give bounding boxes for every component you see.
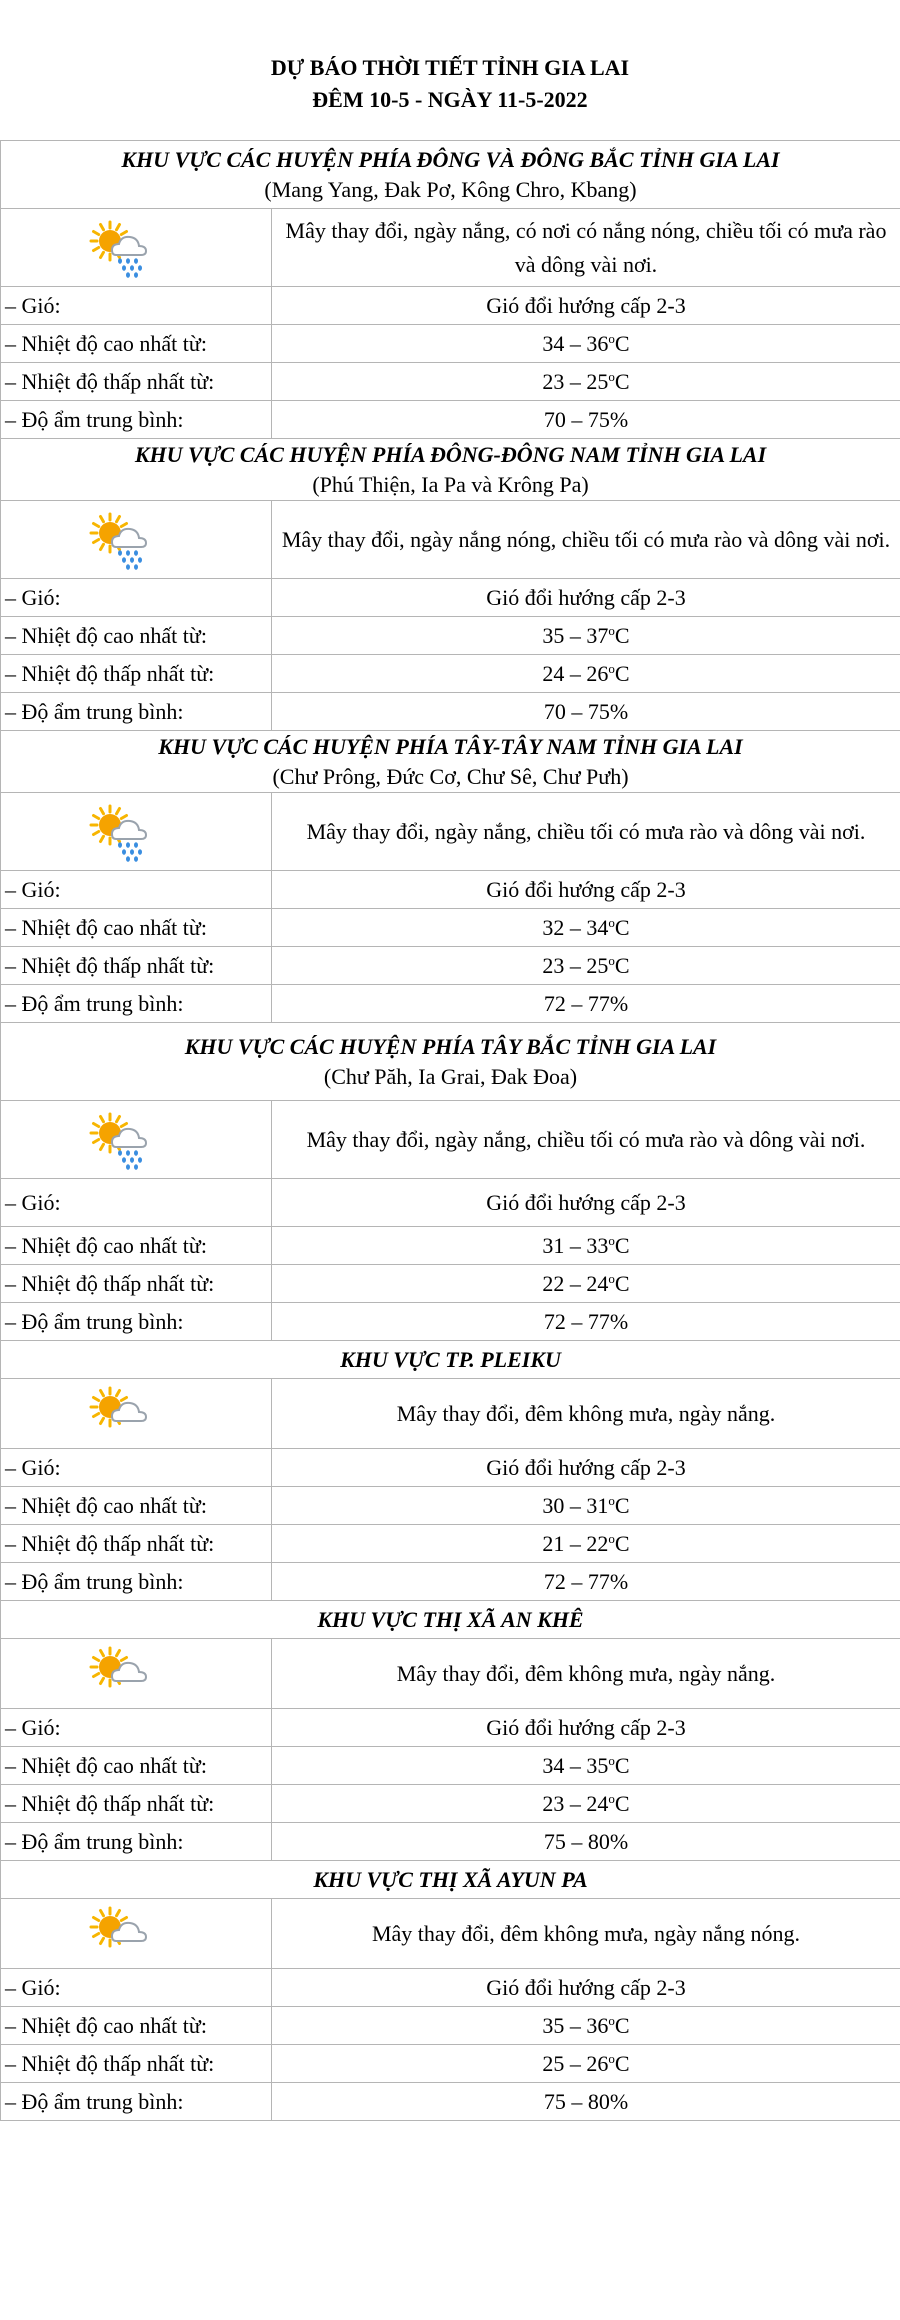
humidity-value: 72 – 77% <box>272 1303 900 1341</box>
temp-high-value <box>272 909 900 947</box>
celsius-unit: C <box>614 2012 630 2038</box>
celsius-unit: C <box>614 1790 630 1816</box>
weather-icon-cell <box>1 1101 272 1179</box>
degree-sign: o <box>608 1790 615 1806</box>
humidity-label: – Độ ẩm trung bình: <box>1 985 272 1023</box>
rain-icon <box>118 258 142 278</box>
temp-low-row <box>1 1525 900 1563</box>
wind-value: Gió đổi hướng cấp 2-3 <box>272 579 900 617</box>
weather-icon-cell <box>1 793 272 871</box>
temp-high-range: 35 – 36 <box>542 2012 609 2038</box>
wind-row <box>1 1709 900 1747</box>
region-header <box>1 1341 900 1379</box>
temp-high-range: 34 – 36 <box>542 330 609 356</box>
region-summary-row <box>1 1899 900 1969</box>
weather-icon-cell <box>1 1639 272 1709</box>
celsius-unit: C <box>614 660 630 686</box>
temp-high-label: – Nhiệt độ cao nhất từ: <box>1 1487 272 1525</box>
region-header-row <box>1 141 900 209</box>
temp-low-value <box>272 363 900 401</box>
temp-high-label: – Nhiệt độ cao nhất từ: <box>1 325 272 363</box>
sun-cloud-rain-icon <box>86 217 150 279</box>
region-districts: (Mang Yang, Đak Pơ, Kông Chro, Kbang) <box>264 176 637 202</box>
wind-value: Gió đổi hướng cấp 2-3 <box>272 1709 900 1747</box>
temp-low-value <box>272 1265 900 1303</box>
humidity-row <box>1 401 900 439</box>
degree-sign: o <box>608 914 615 930</box>
temp-low-range: 23 – 24 <box>542 1790 609 1816</box>
temp-high-row <box>1 2007 900 2045</box>
celsius-unit: C <box>614 1270 630 1296</box>
degree-sign: o <box>608 2012 615 2028</box>
temp-low-range: 24 – 26 <box>542 660 609 686</box>
region-name: KHU VỰC CÁC HUYỆN PHÍA TÂY-TÂY NAM TỈNH GIA LAI <box>158 733 743 759</box>
sun-cloud-icon <box>86 1383 150 1445</box>
wind-label: – Gió: <box>1 1179 272 1227</box>
celsius-unit: C <box>614 330 630 356</box>
rain-icon <box>118 1150 142 1170</box>
temp-high-label: – Nhiệt độ cao nhất từ: <box>1 617 272 655</box>
temp-low-value <box>272 655 900 693</box>
temp-low-value <box>272 947 900 985</box>
temp-high-label: – Nhiệt độ cao nhất từ: <box>1 2007 272 2045</box>
region-header <box>1 731 900 793</box>
degree-sign: o <box>608 1270 615 1286</box>
weather-description: Mây thay đổi, ngày nắng, có nơi có nắng nóng, chiều tối có mưa rào và dông vài nơi. <box>272 209 900 287</box>
wind-label: – Gió: <box>1 579 272 617</box>
region-header <box>1 1861 900 1899</box>
wind-label: – Gió: <box>1 871 272 909</box>
celsius-unit: C <box>614 1492 630 1518</box>
celsius-unit: C <box>614 622 630 648</box>
temp-high-value <box>272 1227 900 1265</box>
sun-cloud-rain-icon <box>86 509 150 571</box>
humidity-row <box>1 1563 900 1601</box>
region-districts: (Chư Prông, Đức Cơ, Chư Sê, Chư Pưh) <box>272 763 629 789</box>
wind-row <box>1 1449 900 1487</box>
temp-high-value <box>272 325 900 363</box>
wind-row <box>1 579 900 617</box>
wind-label: – Gió: <box>1 287 272 325</box>
humidity-row <box>1 1303 900 1341</box>
temp-high-range: 30 – 31 <box>542 1492 609 1518</box>
temp-low-label: – Nhiệt độ thấp nhất từ: <box>1 947 272 985</box>
temp-low-row <box>1 2045 900 2083</box>
region-name: KHU VỰC THỊ XÃ AN KHÊ <box>317 1606 584 1632</box>
region-districts: (Phú Thiện, Ia Pa và Krông Pa) <box>312 471 589 497</box>
temp-high-range: 32 – 34 <box>542 914 609 940</box>
region-header-row <box>1 731 900 793</box>
region-header-row <box>1 1023 900 1101</box>
temp-high-row <box>1 909 900 947</box>
degree-sign: o <box>608 368 615 384</box>
degree-sign: o <box>608 1752 615 1768</box>
humidity-label: – Độ ẩm trung bình: <box>1 1823 272 1861</box>
wind-value: Gió đổi hướng cấp 2-3 <box>272 1449 900 1487</box>
degree-sign: o <box>608 2050 615 2066</box>
temp-high-row <box>1 325 900 363</box>
temp-low-range: 22 – 24 <box>542 1270 609 1296</box>
humidity-value: 72 – 77% <box>272 1563 900 1601</box>
weather-description: Mây thay đổi, ngày nắng nóng, chiều tối có mưa rào và dông vài nơi. <box>272 501 900 579</box>
temp-high-row <box>1 617 900 655</box>
weather-description: Mây thay đổi, đêm không mưa, ngày nắng nóng. <box>272 1899 900 1969</box>
degree-sign: o <box>608 622 615 638</box>
wind-row <box>1 1969 900 2007</box>
region-header <box>1 1023 900 1101</box>
sun-cloud-icon <box>86 1903 150 1965</box>
degree-sign: o <box>608 952 615 968</box>
weather-icon-cell <box>1 209 272 287</box>
celsius-unit: C <box>614 2050 630 2076</box>
wind-row <box>1 1179 900 1227</box>
humidity-label: – Độ ẩm trung bình: <box>1 401 272 439</box>
weather-description: Mây thay đổi, ngày nắng, chiều tối có mưa rào và dông vài nơi. <box>272 1101 900 1179</box>
temp-low-label: – Nhiệt độ thấp nhất từ: <box>1 1785 272 1823</box>
wind-label: – Gió: <box>1 1709 272 1747</box>
region-districts: (Chư Păh, Ia Grai, Đak Đoa) <box>323 1063 578 1089</box>
wind-row <box>1 287 900 325</box>
humidity-label: – Độ ẩm trung bình: <box>1 1303 272 1341</box>
temp-high-row <box>1 1227 900 1265</box>
forecast-table <box>0 140 900 2121</box>
temp-high-label: – Nhiệt độ cao nhất từ: <box>1 1747 272 1785</box>
temp-low-label: – Nhiệt độ thấp nhất từ: <box>1 2045 272 2083</box>
region-name: KHU VỰC CÁC HUYỆN PHÍA ĐÔNG-ĐÔNG NAM TỈNH GIA LAI <box>134 441 767 467</box>
temp-low-row <box>1 655 900 693</box>
celsius-unit: C <box>614 1232 630 1258</box>
celsius-unit: C <box>614 1752 630 1778</box>
wind-value: Gió đổi hướng cấp 2-3 <box>272 287 900 325</box>
region-name: KHU VỰC THỊ XÃ AYUN PA <box>313 1866 588 1892</box>
degree-sign: o <box>608 330 615 346</box>
region-header-row <box>1 1861 900 1899</box>
celsius-unit: C <box>614 952 630 978</box>
weather-description: Mây thay đổi, đêm không mưa, ngày nắng. <box>272 1639 900 1709</box>
sun-cloud-rain-icon <box>86 1109 150 1171</box>
humidity-value: 75 – 80% <box>272 2083 900 2121</box>
weather-icon-cell <box>1 1379 272 1449</box>
sun-cloud-rain-icon <box>86 801 150 863</box>
humidity-label: – Độ ẩm trung bình: <box>1 693 272 731</box>
region-summary-row <box>1 793 900 871</box>
region-name: KHU VỰC CÁC HUYỆN PHÍA TÂY BẮC TỈNH GIA LAI <box>184 1033 717 1059</box>
document-title <box>0 52 900 116</box>
region-summary-row <box>1 1639 900 1709</box>
temp-high-row <box>1 1747 900 1785</box>
wind-row <box>1 871 900 909</box>
weather-description: Mây thay đổi, đêm không mưa, ngày nắng. <box>272 1379 900 1449</box>
temp-high-label: – Nhiệt độ cao nhất từ: <box>1 909 272 947</box>
weather-icon-cell <box>1 1899 272 1969</box>
celsius-unit: C <box>614 368 630 394</box>
wind-value: Gió đổi hướng cấp 2-3 <box>272 1179 900 1227</box>
wind-label: – Gió: <box>1 1449 272 1487</box>
humidity-value: 75 – 80% <box>272 1823 900 1861</box>
region-header <box>1 1601 900 1639</box>
region-header <box>1 439 900 501</box>
region-summary-row <box>1 1379 900 1449</box>
celsius-unit: C <box>614 1530 630 1556</box>
temp-high-value <box>272 2007 900 2045</box>
region-summary-row <box>1 209 900 287</box>
temp-low-row <box>1 1265 900 1303</box>
weather-description: Mây thay đổi, ngày nắng, chiều tối có mưa rào và dông vài nơi. <box>272 793 900 871</box>
rain-icon <box>118 842 142 862</box>
weather-icon-cell <box>1 501 272 579</box>
region-summary-row <box>1 501 900 579</box>
humidity-label: – Độ ẩm trung bình: <box>1 2083 272 2121</box>
temp-low-range: 21 – 22 <box>542 1530 609 1556</box>
region-name: KHU VỰC TP. PLEIKU <box>340 1346 561 1372</box>
humidity-row <box>1 693 900 731</box>
temp-low-label: – Nhiệt độ thấp nhất từ: <box>1 363 272 401</box>
temp-low-label: – Nhiệt độ thấp nhất từ: <box>1 1525 272 1563</box>
temp-high-value <box>272 1487 900 1525</box>
temp-high-range: 35 – 37 <box>542 622 609 648</box>
humidity-label: – Độ ẩm trung bình: <box>1 1563 272 1601</box>
temp-high-label: – Nhiệt độ cao nhất từ: <box>1 1227 272 1265</box>
temp-high-value <box>272 1747 900 1785</box>
temp-low-value <box>272 1785 900 1823</box>
celsius-unit: C <box>614 914 630 940</box>
rain-icon <box>118 550 142 570</box>
title-line-1: DỰ BÁO THỜI TIẾT TỈNH GIA LAI <box>270 55 630 80</box>
temp-low-row <box>1 363 900 401</box>
temp-high-range: 31 – 33 <box>542 1232 609 1258</box>
region-header <box>1 141 900 209</box>
humidity-value: 70 – 75% <box>272 693 900 731</box>
wind-value: Gió đổi hướng cấp 2-3 <box>272 1969 900 2007</box>
temp-low-value <box>272 1525 900 1563</box>
humidity-row <box>1 1823 900 1861</box>
temp-low-label: – Nhiệt độ thấp nhất từ: <box>1 1265 272 1303</box>
region-header-row <box>1 1601 900 1639</box>
region-summary-row <box>1 1101 900 1179</box>
temp-low-label: – Nhiệt độ thấp nhất từ: <box>1 655 272 693</box>
temp-high-row <box>1 1487 900 1525</box>
temp-low-row <box>1 1785 900 1823</box>
region-header-row <box>1 439 900 501</box>
temp-low-range: 25 – 26 <box>542 2050 609 2076</box>
temp-low-value <box>272 2045 900 2083</box>
temp-low-row <box>1 947 900 985</box>
sun-cloud-icon <box>86 1643 150 1705</box>
degree-sign: o <box>608 1530 615 1546</box>
humidity-row <box>1 2083 900 2121</box>
region-header-row <box>1 1341 900 1379</box>
wind-label: – Gió: <box>1 1969 272 2007</box>
temp-high-value <box>272 617 900 655</box>
humidity-value: 70 – 75% <box>272 401 900 439</box>
temp-low-range: 23 – 25 <box>542 368 609 394</box>
degree-sign: o <box>608 1492 615 1508</box>
humidity-row <box>1 985 900 1023</box>
region-name: KHU VỰC CÁC HUYỆN PHÍA ĐÔNG VÀ ĐÔNG BẮC TỈNH GIA LAI <box>121 146 780 172</box>
degree-sign: o <box>608 660 615 676</box>
temp-high-range: 34 – 35 <box>542 1752 609 1778</box>
temp-low-range: 23 – 25 <box>542 952 609 978</box>
wind-value: Gió đổi hướng cấp 2-3 <box>272 871 900 909</box>
degree-sign: o <box>608 1232 615 1248</box>
title-line-2: ĐÊM 10-5 - NGÀY 11-5-2022 <box>312 87 588 112</box>
humidity-value: 72 – 77% <box>272 985 900 1023</box>
